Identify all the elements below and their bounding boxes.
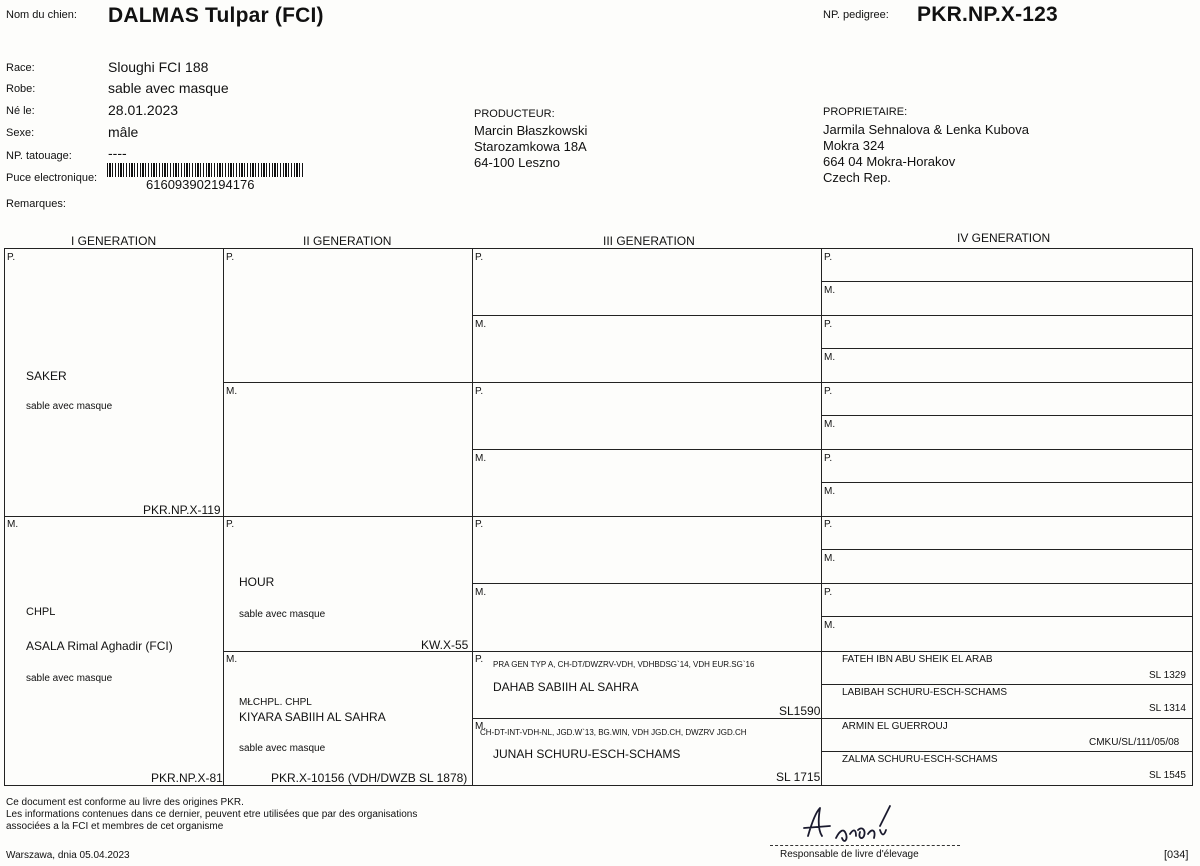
generation-2-header: II GENERATION — [303, 234, 392, 248]
g4-registration: SL 1545 — [1149, 770, 1186, 781]
g3-sire-titles: PRA GEN TYP A, CH-DT/DWZRV-VDH, VDHBDSG`14, VDH EUR.SG`16 — [493, 660, 755, 669]
born-label: Né le: — [6, 105, 35, 117]
g4-registration: SL 1314 — [1149, 703, 1186, 714]
sire-mark: P. — [824, 453, 833, 464]
dam-dam-registration: PKR.X-10156 (VDH/DWZB SL 1878) — [271, 771, 468, 785]
chip-barcode — [107, 163, 305, 177]
dam-mark: M. — [824, 419, 836, 430]
document-code: [034] — [1164, 849, 1189, 861]
g3-sire-registration: SL1590 — [779, 704, 821, 718]
born-value: 28.01.2023 — [108, 102, 179, 118]
owner-line: Czech Rep. — [823, 170, 891, 185]
dam-sire-name: HOUR — [239, 575, 275, 589]
sex-label: Sexe: — [6, 127, 35, 139]
dam-mark: M. — [475, 721, 487, 732]
dam-sire-registration: KW.X-55 — [421, 638, 469, 652]
g3-dam-titles: CH-DT-INT-VDH-NL, JGD.W`13, BG.WIN, VDH JGD.CH, DWZRV JGD.CH — [480, 728, 747, 737]
responsible-label: Responsable de livre d'élevage — [780, 849, 919, 860]
owner-label: PROPRIETAIRE: — [823, 106, 908, 118]
dog-name: DALMAS Tulpar (FCI) — [108, 4, 324, 27]
owner-address — [823, 122, 1029, 186]
producer-label: PRODUCTEUR: — [474, 108, 555, 120]
chip-label: Puce electronique: — [6, 172, 98, 184]
sire-mark: P. — [475, 519, 484, 530]
g4-registration: CMKU/SL/111/05/08 — [1089, 737, 1180, 748]
pedigree-label: NP. pedigree: — [823, 9, 889, 21]
dam-sire-color: sable avec masque — [239, 609, 326, 620]
signature-line — [770, 845, 960, 846]
generation-1-header: I GENERATION — [71, 234, 157, 248]
producer-address — [474, 123, 587, 171]
footer-notice — [6, 797, 417, 833]
footer-note: Ce document est conforme au livre des origines PKR. — [6, 797, 244, 808]
robe-label: Robe: — [6, 83, 36, 95]
robe-value: sable avec masque — [108, 80, 229, 96]
dam-mark: M. — [824, 352, 836, 363]
footer-note: Les informations contenues dans ce dernier, peuvent etre utilisées que par des organisations — [6, 809, 418, 820]
sire-mark: P. — [226, 252, 235, 263]
dam-dam-color: sable avec masque — [239, 743, 326, 754]
sire-mark: P. — [475, 252, 484, 263]
owner-line: Mokra 324 — [823, 138, 885, 153]
chip-number: 616093902194176 — [146, 177, 255, 192]
dam-dam-name: KIYARA SABIIH AL SAHRA — [239, 710, 386, 724]
dam-mark: M. — [824, 620, 836, 631]
g3-dam-name: JUNAH SCHURU-ESCH-SCHAMS — [493, 747, 681, 761]
generation-3-header: III GENERATION — [603, 234, 695, 248]
dam-registration: PKR.NP.X-81 — [151, 771, 223, 785]
dam-title: CHPL — [26, 606, 56, 618]
sire-mark: P. — [824, 587, 833, 598]
dam-mark: M. — [824, 486, 836, 497]
sire-mark: P. — [824, 252, 833, 263]
owner-line: 664 04 Mokra-Horakov — [823, 154, 956, 169]
dam-mark: M. — [226, 654, 238, 665]
dam-mark: M. — [475, 587, 487, 598]
g4-name: FATEH IBN ABU SHEIK EL ARAB — [842, 654, 993, 665]
owner-line: Jarmila Sehnalova & Lenka Kubova — [823, 122, 1029, 137]
pedigree-number: PKR.NP.X-123 — [917, 3, 1058, 26]
footer-note: associées a la FCI et membres de cet organisme — [6, 821, 224, 832]
sire-mark: P. — [824, 519, 833, 530]
dam-mark: M. — [475, 319, 487, 330]
dog-name-label: Nom du chien: — [6, 9, 77, 21]
g3-dam-registration: SL 1715 — [776, 770, 821, 784]
sire-mark: P. — [824, 319, 833, 330]
race-value: Sloughi FCI 188 — [108, 59, 209, 75]
tattoo-label: NP. tatouage: — [6, 150, 72, 162]
producer-line: 64-100 Leszno — [474, 155, 561, 170]
race-label: Race: — [6, 62, 35, 74]
sire-registration: PKR.NP.X-119 — [143, 503, 221, 517]
sire-mark: P. — [475, 654, 484, 665]
dam-name: ASALA Rimal Aghadir (FCI) — [26, 639, 173, 653]
producer-line: Starozamkowa 18A — [474, 139, 587, 154]
dam-color: sable avec masque — [26, 673, 113, 684]
remarks-label: Remarques: — [6, 198, 66, 210]
generation-4-header: IV GENERATION — [957, 231, 1051, 245]
signature-icon — [800, 800, 910, 850]
dam-mark: M. — [7, 519, 19, 530]
sire-color: sable avec masque — [26, 401, 113, 412]
dam-mark: M. — [824, 285, 836, 296]
g4-name: ZALMA SCHURU-ESCH-SCHAMS — [842, 754, 998, 765]
sire-mark: P. — [824, 386, 833, 397]
tattoo-value: ---- — [108, 145, 127, 161]
dam-mark: M. — [226, 386, 238, 397]
g4-registration: SL 1329 — [1149, 670, 1186, 681]
dam-mark: M. — [475, 453, 487, 464]
g4-name: LABIBAH SCHURU-ESCH-SCHAMS — [842, 687, 1008, 698]
sire-mark: P. — [7, 252, 16, 263]
sire-mark: P. — [475, 386, 484, 397]
sire-mark: P. — [226, 519, 235, 530]
dam-mark: M. — [824, 553, 836, 564]
g4-name: ARMIN EL GUERROUJ — [842, 721, 948, 732]
g3-sire-name: DAHAB SABIIH AL SAHRA — [493, 680, 639, 694]
sire-name: SAKER — [26, 369, 67, 383]
sex-value: mâle — [108, 124, 139, 140]
dam-dam-title: MŁCHPL. CHPL — [239, 697, 312, 708]
place-date: Warszawa, dnia 05.04.2023 — [6, 850, 130, 861]
producer-line: Marcin Błaszkowski — [474, 123, 588, 138]
